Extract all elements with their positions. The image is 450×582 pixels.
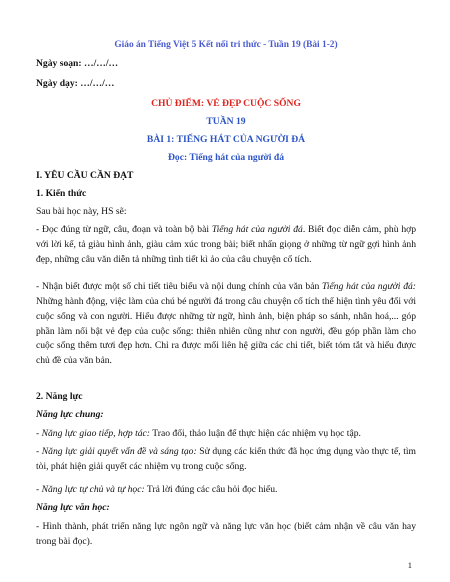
- paragraph-nhan-biet: [36, 280, 416, 369]
- chu-diem-heading: CHỦ ĐIỂM: VẺ ĐẸP CUỘC SỐNG: [151, 98, 301, 109]
- subsection-nang-luc: 2. Năng lực: [36, 391, 83, 402]
- nang-luc-chung-label: Năng lực chung:: [36, 409, 104, 420]
- paragraph-doc-dung: [36, 223, 416, 268]
- c2-text: Sử dụng các kiến thức đã học ứng dụng vào thực tế, tìm tòi, phát hiện giải quyết các nhiệm vụ trong cuộc sống.: [36, 446, 417, 472]
- p2-title-italic: Tiếng hát của người đá:: [322, 281, 416, 292]
- bai-heading: BÀI 1: TIẾNG HÁT CỦA NGƯỜI ĐÁ: [146, 134, 306, 145]
- c1-text: Trao đổi, thảo luận để thực hiện các nhiệm vụ học tập.: [150, 428, 361, 439]
- p1-title-italic: Tiếng hát của người đá: [211, 224, 303, 235]
- subsection-kien-thuc: 1. Kiến thức: [36, 188, 87, 199]
- tuan-heading: TUẦN 19: [206, 116, 246, 127]
- document-title: Giáo án Tiếng Việt 5 Kết nối tri thức - Tuần 19 (Bài 1-2): [114, 40, 338, 50]
- c3-text: Trả lời đúng các câu hỏi đọc hiểu.: [144, 484, 278, 495]
- nang-luc-giai-quyet: [36, 445, 416, 475]
- c3-label: - Năng lực tự chủ và tự học:: [36, 484, 145, 495]
- nang-luc-van-hoc-label: Năng lực văn học:: [36, 502, 110, 513]
- intro-line: Sau bài học này, HS sẽ:: [36, 206, 127, 217]
- page-number: 1: [407, 560, 412, 570]
- p1-text-b: . Biết đọc diễn cảm, phù hợp với lời kể, tả giàu hình ảnh, giàu cảm xúc trong bài; biết nhấn giọng ở những từ ngữ gợi hình ảnh đẹp, những câu văn diễn tả những tình tiết kì ảo của câu chuyện cổ tích.: [36, 224, 416, 265]
- p2-text-a: - Nhận biết được một số chi tiết tiêu biểu và nội dung chính của văn bản: [36, 281, 323, 292]
- p2-text-b: Những hành động, việc làm của chú bé người đá trong câu chuyện cổ tích thể hiện tình yêu đối với cuộc sống và con người. Hiểu được những từ ngữ, hình ảnh, biện pháp so sánh, nhân hoá,... góp phần làm nổi bật vẻ đẹp của cuộc sống: thiên nhiên cũng như con người, đều góp phần làm cho cuộc sống thêm tươi đẹp hơn. Chỉ ra được mối liên hệ giữa các chi tiết, biết tóm tắt và hiểu được chủ đề của văn bản.: [36, 295, 416, 367]
- doc-heading: Đọc: Tiếng hát của người đá: [168, 152, 284, 163]
- p1-text-a: - Đọc đúng từ ngữ, câu, đoạn và toàn bộ bài: [36, 224, 212, 235]
- c1-label: - Năng lực giao tiếp, hợp tác:: [36, 428, 151, 439]
- section-title: I. YÊU CẦU CẦN ĐẠT: [36, 170, 134, 181]
- van-hoc-item: - Hình thành, phát triển năng lực ngôn ngữ và năng lực văn học (biết cảm nhận về câu văn hay trong bài đọc).: [36, 521, 416, 547]
- ngay-soan: Ngày soạn: …/…/…: [36, 58, 119, 69]
- ngay-day: Ngày dạy: …/…/…: [36, 78, 115, 89]
- nang-luc-tu-chu: [36, 483, 416, 498]
- c2-label: - Năng lực giải quyết vấn đề và sáng tạo:: [36, 446, 197, 457]
- nang-luc-giao-tiep: [36, 427, 416, 442]
